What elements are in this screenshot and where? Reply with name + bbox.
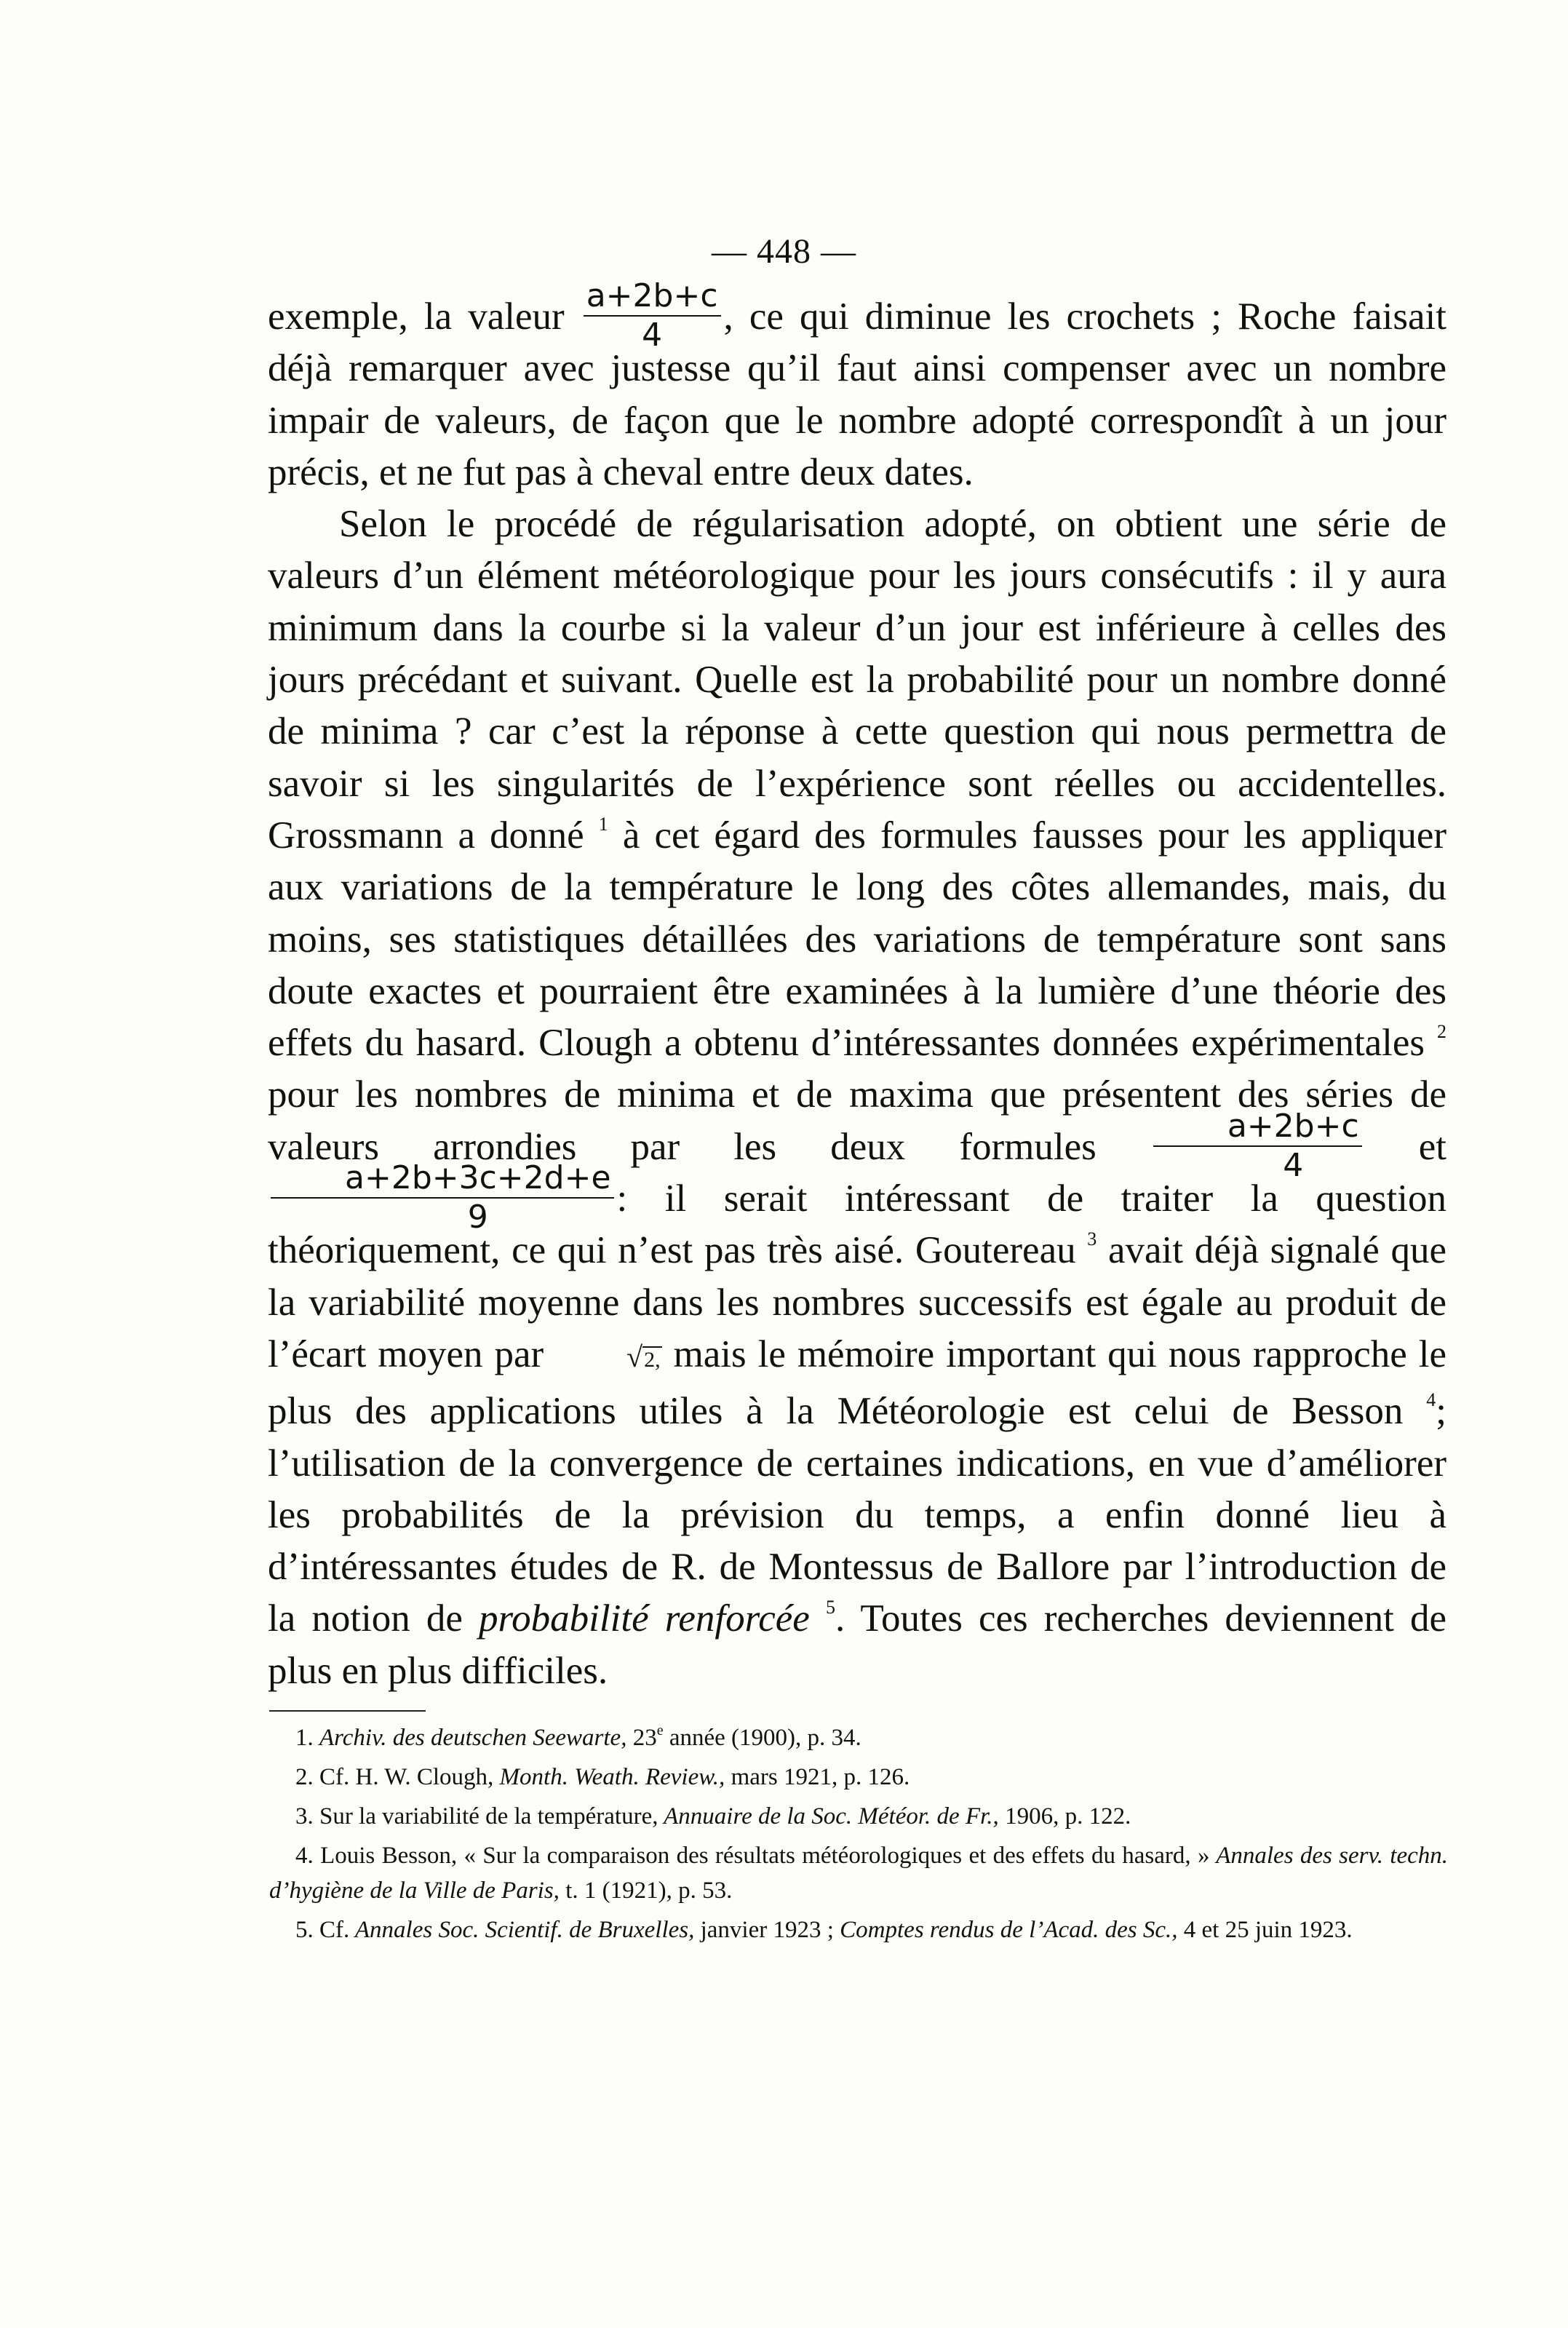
fraction-a2bc-over-4 bbox=[584, 277, 721, 354]
fraction-numerator: a+2b+3c+2d+e bbox=[271, 1162, 614, 1199]
sqrt-sign: √ bbox=[626, 1340, 643, 1373]
paragraph-1 bbox=[268, 277, 1447, 498]
colon: : bbox=[616, 1177, 628, 1220]
footnote-text: 4 et 25 juin 1923. bbox=[1177, 1917, 1353, 1943]
footnote-text: Louis Besson, « Sur la comparaison des résultats météorologiques et des effets du hasard, » bbox=[313, 1843, 1210, 1869]
fraction-denominator: 4 bbox=[1283, 1146, 1304, 1184]
footnote-italic: Comptes rendus de l’Acad. des Sc., bbox=[833, 1917, 1178, 1943]
footnote-text: janvier 1923 ; bbox=[694, 1917, 834, 1943]
p2-text-2: à cet égard des formules fausses pour les appliquer aux variations de la température le long des côtes allemandes, mais, du moins, ses statistiques détaillées des variations de température sont sans doute exactes et pourraient être examinées à la lumière d’une théorie des effets du hasard. Clough a obtenu d’intéressantes données expérimentales bbox=[268, 814, 1447, 1065]
footnote-italic: Annales Soc. Scientif. de Bruxelles, bbox=[349, 1917, 695, 1943]
footnote-number: 4. bbox=[295, 1843, 314, 1869]
footnote-number: 1. bbox=[295, 1725, 314, 1751]
p1-text-before: exemple, la valeur bbox=[268, 295, 565, 338]
fraction-a2bc-over-4-b bbox=[1153, 1107, 1362, 1184]
footnote-text: année (1900), p. 34. bbox=[663, 1725, 861, 1751]
p2-text-3: pour les nombres de minima et de maxima que présentent des séries de valeurs arrondies par les deux formules bbox=[268, 1073, 1446, 1168]
p2-text-6: mais le mémoire important qui nous rapproche le plus des applications utiles à la Météorologie est celui de Besson bbox=[268, 1332, 1447, 1433]
italic-term: probabilité renforcée bbox=[479, 1597, 810, 1640]
footnote-divider bbox=[269, 1710, 426, 1712]
footnote-italic: Month. Weath. Review., bbox=[493, 1764, 725, 1790]
paragraph-2 bbox=[268, 498, 1446, 1697]
footnote-1 bbox=[269, 1720, 1448, 1755]
footnote-text: t. 1 (1921), p. 53. bbox=[559, 1878, 733, 1904]
footnote-superscript: e bbox=[656, 1723, 664, 1739]
fraction-a2b3c2de-over-9 bbox=[271, 1159, 614, 1236]
footnote-italic: Archiv. des deutschen Seewarte, bbox=[319, 1725, 627, 1751]
footnote-text: Cf. bbox=[313, 1917, 350, 1943]
footnote-ref-1: 1 bbox=[598, 813, 608, 835]
footnote-text: Sur la variabilité de la température, bbox=[313, 1803, 658, 1830]
footnote-5 bbox=[269, 1912, 1448, 1947]
footnote-number: 5. bbox=[295, 1917, 314, 1943]
footnote-4 bbox=[269, 1838, 1448, 1908]
footnote-text: 1906, p. 122. bbox=[998, 1803, 1131, 1830]
p2-text-7: ; l’utilisation de la convergence de certaines indications, en vue d’améliorer les probabilités de la prévision du temps, a enfin donné lieu à d’intéressantes études de R. de Montessus de Ballore par l’introduction de la notion de bbox=[268, 1390, 1446, 1640]
footnote-2 bbox=[269, 1760, 1448, 1795]
footnote-text: mars 1921, p. 126. bbox=[725, 1764, 910, 1790]
square-root-2 bbox=[555, 1331, 661, 1386]
footnote-ref-2: 2 bbox=[1437, 1021, 1446, 1043]
footnote-number: 3. bbox=[295, 1803, 314, 1830]
p2-text-4: il serait intéressant de traiter la question théoriquement, ce qui n’est pas très aisé. Goutereau bbox=[268, 1177, 1447, 1272]
footnote-number: 2. bbox=[295, 1764, 314, 1790]
footnote-3 bbox=[269, 1799, 1448, 1834]
footnote-text: Cf. H. W. Clough, bbox=[313, 1764, 494, 1790]
sqrt-argument: 2, bbox=[644, 1347, 661, 1372]
word-et: et bbox=[1418, 1125, 1447, 1168]
footnotes bbox=[269, 1720, 1448, 1952]
fraction-numerator: a+2b+c bbox=[1153, 1111, 1362, 1147]
p1-text-after: , ce qui diminue les crochets ; Roche faisait déjà remarquer avec justesse qu’il faut ainsi compenser avec un nombre impair de valeurs, de façon que le nombre adopté correspondît à un jour précis, et ne fut pas à cheval entre deux dates. bbox=[268, 295, 1447, 493]
page-number: — 448 — bbox=[712, 232, 856, 271]
footnote-ref-3: 3 bbox=[1087, 1228, 1097, 1250]
footnote-text: 23 bbox=[626, 1725, 657, 1751]
footnote-italic: Annuaire de la Soc. Météor. de Fr., bbox=[658, 1803, 999, 1830]
footnote-italic: Annales des serv. techn. d’hygiène de la Ville de Paris, bbox=[269, 1843, 1448, 1904]
body-text bbox=[268, 277, 1447, 1697]
p2-text-8: . Toutes ces recherches deviennent de plus en plus difficiles. bbox=[268, 1597, 1447, 1692]
p2-text-5: avait déjà signalé que la variabilité moyenne dans les nombres successifs est égale au produit de l’écart moyen par bbox=[268, 1229, 1447, 1375]
fraction-numerator: a+2b+c bbox=[584, 280, 721, 317]
footnote-ref-4: 4 bbox=[1426, 1389, 1436, 1411]
fraction-denominator: 9 bbox=[467, 1198, 488, 1236]
p2-text-1: Selon le procédé de régularisation adopté, on obtient une série de valeurs d’un élément météorologique pour les jours consécutifs : il y aura minimum dans la courbe si la valeur d’un jour est inférieure à celles des jours précédant et suivant. Quelle est la probabilité pour un nombre donné de minima ? car c’est la réponse à cette question qui nous permettra de savoir si les singularités de l’expérience sont réelles ou accidentelles. Grossmann a donné bbox=[268, 503, 1446, 857]
fraction-denominator: 4 bbox=[642, 316, 663, 354]
footnote-ref-5: 5 bbox=[825, 1597, 835, 1618]
